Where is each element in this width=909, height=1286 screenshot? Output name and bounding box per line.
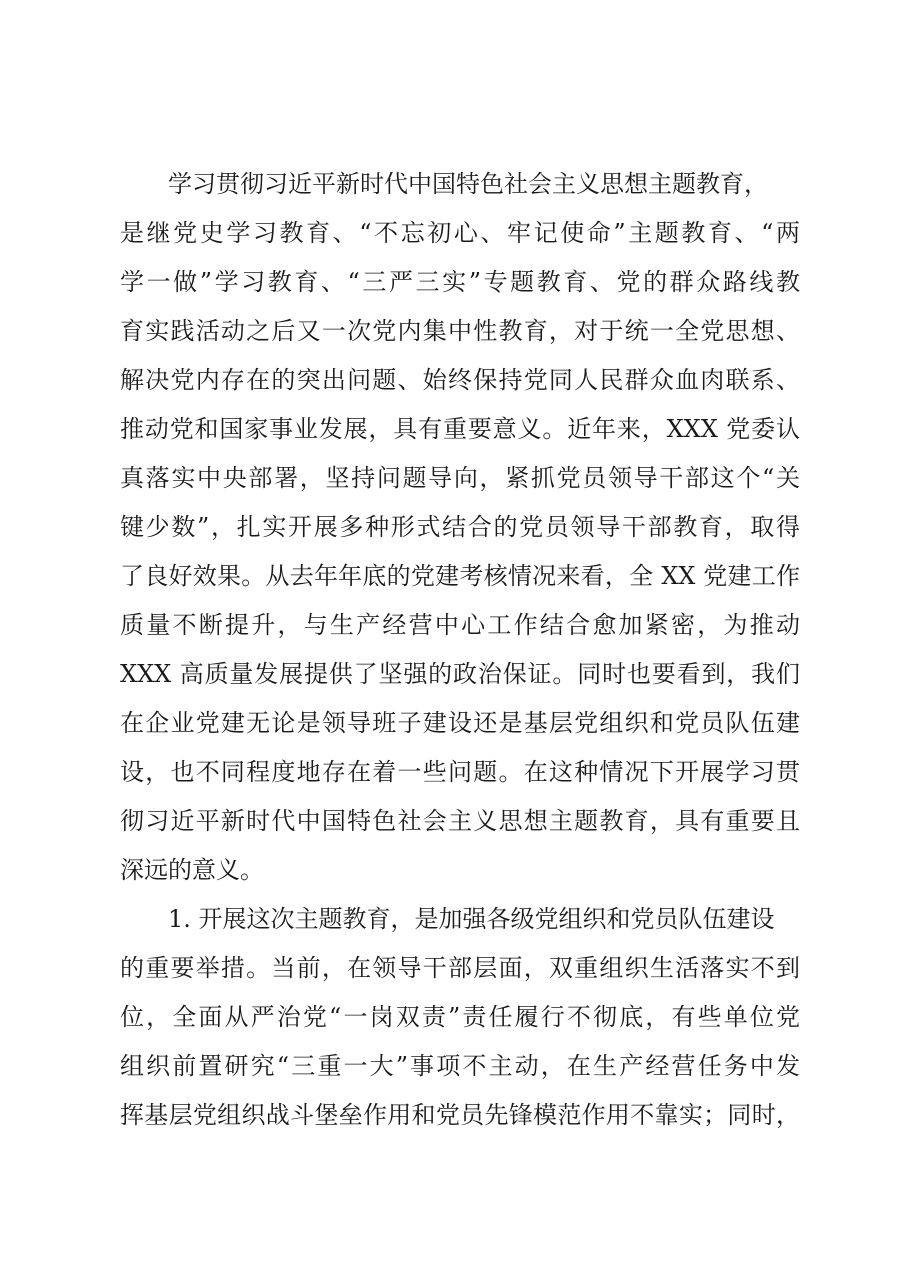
paragraph-line: 学习贯彻习近平新时代中国特色社会主义思想主题教育， <box>168 170 768 198</box>
paragraph-line: 了良好效果。从去年年底的党建考核情况来看，全 XX 党建工作 <box>120 562 800 590</box>
paragraph-line: 挥基层党组织战斗堡垒作用和党员先锋模范作用不靠实；同时， <box>120 1101 800 1129</box>
paragraph-line: 学一做”学习教育、“三严三实”专题教育、党的群众路线教 <box>120 268 800 296</box>
paragraph-line: 的重要举措。当前，在领导干部层面，双重组织生活落实不到 <box>120 954 800 982</box>
paragraph-line: 彻习近平新时代中国特色社会主义思想主题教育，具有重要且 <box>120 807 800 835</box>
paragraph-line: 育实践活动之后又一次党内集中性教育，对于统一全党思想、 <box>120 317 800 345</box>
paragraph-line: 1. 开展这次主题教育，是加强各级党组织和党员队伍建设 <box>168 905 775 933</box>
paragraph-line: 推动党和国家事业发展，具有重要意义。近年来，XXX 党委认 <box>120 415 800 443</box>
paragraph-line: 键少数”，扎实开展多种形式结合的党员领导干部教育，取得 <box>120 513 800 541</box>
paragraph-line: 真落实中央部署，坚持问题导向，紧抓党员领导干部这个“关 <box>120 464 800 492</box>
paragraph-line: 在企业党建无论是领导班子建设还是基层党组织和党员队伍建 <box>120 709 800 737</box>
paragraph-line: 深远的意义。 <box>120 856 264 884</box>
paragraph-point-1 <box>120 895 800 1140</box>
paragraph-line: 解决党内存在的突出问题、始终保持党同人民群众血肉联系、 <box>120 366 800 394</box>
paragraph-line: 设，也不同程度地存在着一些问题。在这种情况下开展学习贯 <box>120 758 800 786</box>
paragraph-line: 位，全面从严治党“一岗双责”责任履行不彻底，有些单位党 <box>120 1003 800 1031</box>
document-body <box>120 160 800 1140</box>
paragraph-line: 组织前置研究“三重一大”事项不主动，在生产经营任务中发 <box>120 1052 800 1080</box>
paragraph-intro <box>120 160 800 895</box>
paragraph-line: 是继党史学习教育、“不忘初心、牢记使命”主题教育、“两 <box>120 219 800 247</box>
paragraph-line: XXX 高质量发展提供了坚强的政治保证。同时也要看到，我们 <box>120 660 800 688</box>
paragraph-line: 质量不断提升，与生产经营中心工作结合愈加紧密，为推动 <box>120 611 800 639</box>
